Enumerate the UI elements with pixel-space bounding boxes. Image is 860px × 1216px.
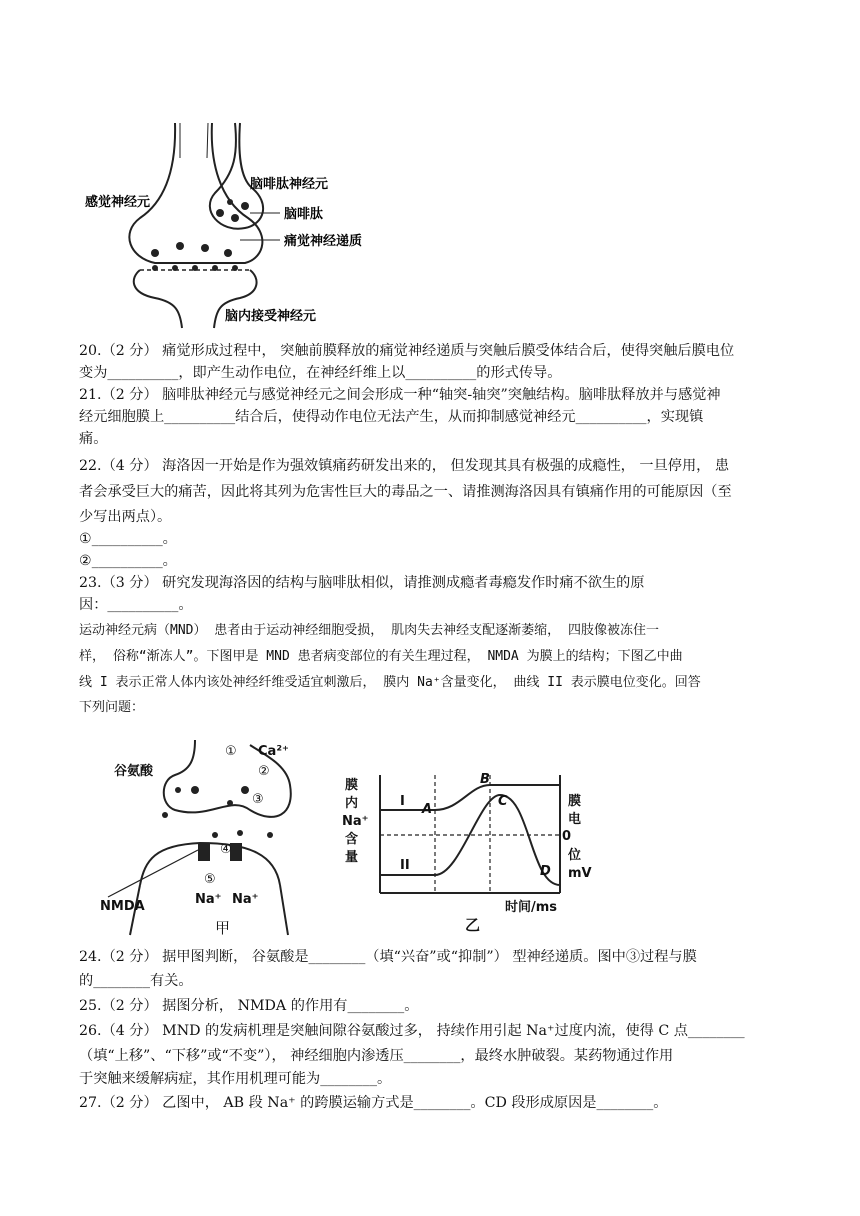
q20-line1: 20.（2 分） 痛觉形成过程中， 突触前膜释放的痛觉神经递质与突触后膜受体结合后，使得突触后膜电位: [79, 343, 735, 359]
label-step5: ⑤: [204, 872, 216, 887]
y-left-char3: Na⁺: [342, 814, 369, 829]
q26-line3: 于突触来缓解病症，其作用机理可能为________。: [79, 1071, 392, 1087]
q20-line2: 变为__________，即产生动作电位，在神经纤维上以__________的形式传导。: [79, 365, 562, 381]
q27-line1: 27.（2 分） 乙图中， AB 段 Na⁺ 的跨膜运输方式是________。CD 段形成原因是________。: [79, 1095, 668, 1111]
y-left-char4: 含: [345, 832, 359, 847]
label-step4: ④: [220, 842, 232, 857]
label-pain-transmitter: 痛觉神经递质: [284, 234, 363, 249]
x-axis-label: 时间/ms: [505, 900, 558, 915]
label-receiving-neuron: 脑内接受神经元: [225, 309, 317, 324]
q22-line3: 少写出两点）。: [79, 509, 172, 525]
label-enkephalin-neuron: 脑啡肽神经元: [250, 177, 329, 192]
q24-line2: 的________有关。: [79, 973, 193, 989]
y-right-zero: 0: [562, 829, 572, 844]
q22-answer1: ①__________。: [79, 531, 177, 547]
y-left-char2: 内: [345, 796, 359, 811]
point-d: D: [540, 864, 551, 879]
label-step2: ②: [258, 764, 270, 779]
q25-line1: 25.（2 分） 据图分析， NMDA 的作用有________。: [79, 998, 419, 1014]
q21-line3: 痛。: [79, 431, 108, 447]
q22-answer2: ②__________。: [79, 553, 177, 569]
y-right-char2: 电: [568, 812, 582, 827]
figure-yi: [340, 765, 610, 940]
figure-jia: [100, 735, 310, 940]
q22-line2: 者会承受巨大的痛苦，因此将其列为危害性巨大的毒品之一、请推测海洛因具有镇痛作用的可能原因（至: [79, 484, 732, 500]
label-step3: ③: [252, 792, 264, 807]
q22-line1: 22.（4 分） 海洛因一开始是作为强效镇痛药研发出来的， 但发现其具有极强的成瘾性， 一旦停用， 患: [79, 458, 730, 474]
y-left-char1: 膜: [345, 778, 359, 793]
point-b: B: [480, 772, 490, 787]
label-enkephalin: 脑啡肽: [284, 207, 324, 222]
label-ca: Ca²⁺: [258, 744, 289, 759]
q21-line1: 21.（2 分） 脑啡肽神经元与感觉神经元之间会形成一种“轴突-轴突”突触结构。脑啡肽释放并与感觉神: [79, 387, 721, 403]
intro-line3: 线 I 表示正常人体内该处神经纤维受适宜刺激后， 膜内 Na⁺含量变化， 曲线 II 表示膜电位变化。回答: [79, 675, 701, 690]
caption-yi: 乙: [465, 916, 481, 934]
curve-label-2: II: [400, 858, 410, 873]
y-right-unit: mV: [568, 866, 592, 881]
label-sensory-neuron: 感觉神经元: [85, 195, 151, 210]
intro-line1: 运动神经元病（MND） 患者由于运动神经细胞受损， 肌肉失去神经支配逐渐萎缩， 四肢像被冻住一: [79, 623, 659, 638]
point-a: A: [422, 802, 433, 817]
y-right-char1: 膜: [568, 794, 582, 809]
intro-line4: 下列问题：: [79, 700, 145, 715]
label-glutamate: 谷氨酸: [114, 764, 154, 779]
caption-jia: 甲: [215, 919, 231, 937]
q26-line1: 26.（4 分） MND 的发病机理是突触间隙谷氨酸过多， 持续作用引起 Na⁺过度内流，使得 C 点________: [79, 1023, 745, 1039]
label-step1: ①: [225, 744, 237, 759]
y-left-char5: 量: [345, 850, 359, 865]
label-na-left: Na⁺: [195, 892, 222, 907]
q21-line2: 经元细胞膜上__________结合后，使得动作电位无法产生，从而抑制感觉神经元__________，实现镇: [79, 409, 704, 425]
q23-line2: 因：__________。: [79, 597, 193, 613]
q23-line1: 23.（3 分） 研究发现海洛因的结构与脑啡肽相似，请推测成瘾者毒瘾发作时痛不欲生的原: [79, 575, 645, 591]
q24-line1: 24.（2 分） 据甲图判断， 谷氨酸是________（填“兴奋”或“抑制”） 型神经递质。图中③过程与膜: [79, 949, 697, 965]
y-right-char3: 位: [568, 848, 582, 863]
label-nmda: NMDA: [100, 899, 145, 914]
curve-label-1: I: [400, 794, 405, 809]
synapse-figure: [80, 118, 380, 333]
q26-line2: （填“上移”、“下移”或“不变”）， 神经细胞内渗透压________，最终水肿破裂。某药物通过作用: [79, 1048, 674, 1064]
intro-line2: 样， 俗称“渐冻人”。下图甲是 MND 患者病变部位的有关生理过程， NMDA 为膜上的结构；下图乙中曲: [79, 649, 683, 664]
point-c: C: [498, 794, 508, 809]
label-na-right: Na⁺: [232, 892, 259, 907]
